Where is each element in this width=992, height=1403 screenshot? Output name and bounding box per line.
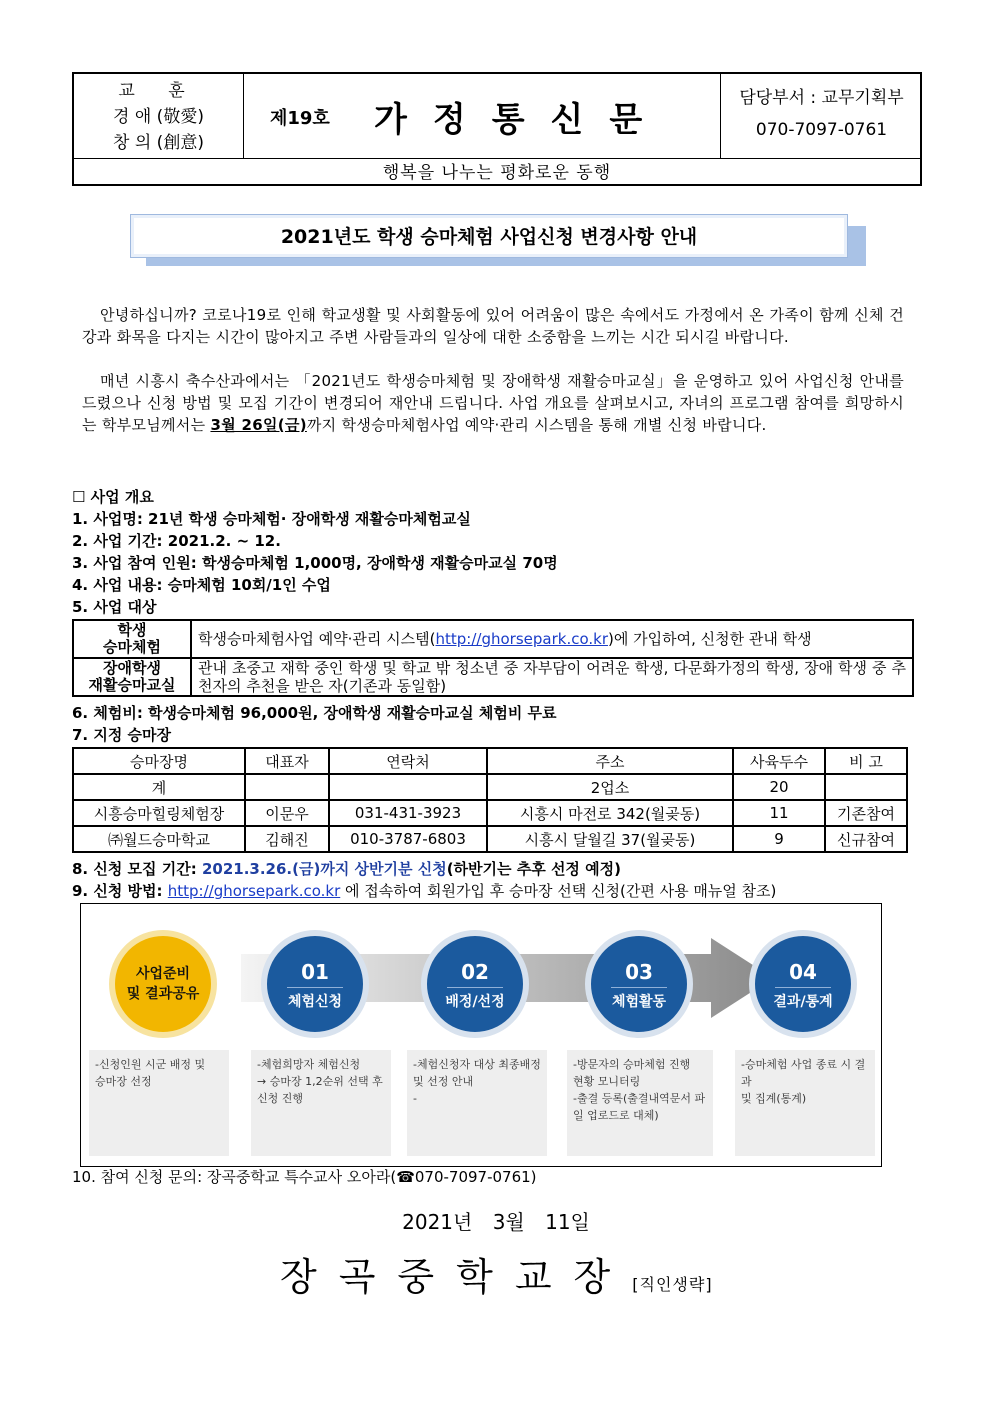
- column-header: 주소: [487, 748, 733, 774]
- issue-number: 제19호: [270, 108, 330, 129]
- overview-item: 5. 사업 대상: [72, 598, 157, 616]
- step-label: 체험신청: [287, 994, 343, 1010]
- table-cell: 기존참여: [825, 800, 907, 826]
- table-cell: 2업소: [487, 774, 733, 800]
- signer-name: 장곡중학교장: [280, 1255, 633, 1299]
- table-cell: [245, 774, 329, 800]
- table-cell: 20: [733, 774, 825, 800]
- contact-info: 10. 참여 신청 문의: 장곡중학교 특수교사 오아라(☎070-7097-0761): [72, 1168, 537, 1186]
- step-divider: [611, 987, 667, 988]
- table-cell: ㈜월드승마학교: [73, 826, 245, 852]
- column-header: 승마장명: [73, 748, 245, 774]
- table-cell: 관내 초중고 재학 중인 학생 및 학교 밖 청소년 중 자부담이 어려운 학생, 다문화가정의 학생, 장애 학생 중 추천자의 추천을 받은 자(기존과 동일함): [191, 658, 913, 696]
- table-cell: 010-3787-6803: [329, 826, 487, 852]
- table-cell: 시흥승마힐링체험장: [73, 800, 245, 826]
- table-cell: [825, 774, 907, 800]
- notice-title-banner: 2021년도 학생 승마체험 사업신청 변경사항 안내: [130, 214, 848, 258]
- step-number: 04: [789, 960, 817, 984]
- step-description: -체험신청자 대상 최종배정 및 선정 안내 -: [407, 1050, 547, 1156]
- overview-item: [72, 880, 776, 901]
- department-name: 담당부서 : 교무기획부: [739, 88, 904, 108]
- overview-item: 4. 사업 내용: 승마체험 10회/1인 수업: [72, 576, 331, 594]
- table-row: [73, 658, 913, 696]
- table-row: [73, 620, 913, 658]
- start-label-line: 사업준비: [135, 966, 191, 982]
- slogan: 행복을 나누는 평화로운 동행: [74, 158, 920, 186]
- start-label: [115, 964, 211, 1004]
- overview-item: 1. 사업명: 21년 학생 승마체험· 장애학생 재활승마체험교실: [72, 510, 471, 528]
- step-number: 02: [461, 960, 489, 984]
- website-link[interactable]: http://ghorsepark.co.kr: [167, 882, 341, 900]
- cell-text: )에 가입하여, 신청한 관내 학생: [608, 630, 812, 648]
- step-description: -신청인원 시군 배정 및 승마장 선정: [89, 1050, 229, 1156]
- step-circle-04: [749, 930, 857, 1038]
- cell-text: 장애학생 재활승마교실: [88, 659, 176, 694]
- newsletter-header: [72, 72, 922, 186]
- motto-line: 경 애 (敬愛): [113, 107, 204, 127]
- table-cell: 계: [73, 774, 245, 800]
- table-header-cell: [73, 620, 191, 658]
- start-label-line: 및 결과공유: [126, 986, 200, 1002]
- column-header: 사육두수: [733, 748, 825, 774]
- website-link[interactable]: http://ghorsepark.co.kr: [435, 630, 609, 648]
- application-period: 2021.3.26.(금)까지 상반기분 신청: [201, 860, 447, 878]
- table-cell: 9: [733, 826, 825, 852]
- overview-item: 2. 사업 기간: 2021.2. ~ 12.: [72, 532, 281, 550]
- intro-paragraph-1: 안녕하십니까? 코로나19로 인해 학교생활 및 사회활동에 있어 어려움이 많은 속에서도 가정에서 온 가족이 함께 신체 건강과 화목을 다지는 시간이 많아지고 주변 사람들과의 일상에 대한 소중함을 느끼는 시간 되시길 바랍니다.: [82, 306, 904, 346]
- step-description: -승마체험 사업 종료 시 결과 및 집계(통계): [735, 1050, 875, 1156]
- cell-text: 학생승마체험사업 예약·관리 시스템(: [198, 630, 436, 648]
- table-cell: 시흥시 달월길 37(월곶동): [487, 826, 733, 852]
- step-label: 체험활동: [611, 994, 667, 1010]
- page-title: 가정통신문: [374, 100, 669, 140]
- item-text: 에 접속하여 회원가입 후 승마장 선택 신청(간편 사용 매뉴얼 참조): [340, 882, 777, 900]
- item-text: 9. 신청 방법:: [72, 882, 168, 900]
- issue-date: 2021년 3월 11일: [402, 1210, 590, 1234]
- column-header: 연락처: [329, 748, 487, 774]
- target-table: [72, 619, 914, 697]
- table-cell: [191, 620, 913, 658]
- step-number: 01: [301, 960, 329, 984]
- process-diagram: [80, 903, 882, 1167]
- overview-heading: ☐ 사업 개요: [72, 488, 154, 506]
- intro-text: 까지 학생승마체험사업 예약·관리 시스템을 통해 개별 신청 바랍니다.: [306, 416, 767, 434]
- table-cell: 031-431-3923: [329, 800, 487, 826]
- motto-line: 창 의 (創意): [113, 133, 204, 153]
- table-cell: 신규참여: [825, 826, 907, 852]
- column-header: 비 고: [825, 748, 907, 774]
- table-header-cell: [73, 658, 191, 696]
- deadline-date: 3월 26일(금): [210, 416, 307, 434]
- overview-item: [72, 858, 621, 879]
- step-divider: [775, 987, 831, 988]
- table-row: [73, 774, 907, 800]
- overview-item: 3. 사업 참여 인원: 학생승마체험 1,000명, 장애학생 재활승마교실 70명: [72, 554, 558, 572]
- item-text: 8. 신청 모집 기간:: [72, 860, 202, 878]
- table-cell: 11: [733, 800, 825, 826]
- step-description: -방문자의 승마체험 진행 현황 모니터링 -출결 등록(출결내역문서 파 일 업로드로 대체): [567, 1050, 713, 1156]
- intro-text: 매년 시흥시 축수산과에서는 「2021년도 학생승마체험 및 장애학생 재활승마교실」을 운영하고 있어 사업신청 안내를 드렸으나 신청 방법 및 모집 기간이 변경되어 재안내 드립니다. 사업 개요를 살펴보시고, 자녀의 프로그램 참여를 희망하시는 학부모님께서는: [82, 372, 904, 434]
- step-number: 03: [625, 960, 653, 984]
- overview-item: 7. 지정 승마장: [72, 726, 172, 744]
- signature-line: [280, 1246, 713, 1301]
- table-row: [73, 800, 907, 826]
- venue-table: [72, 747, 908, 853]
- item-text: (하반기는 추후 선정 예정): [446, 860, 621, 878]
- step-circle-03: [585, 930, 693, 1038]
- step-label: 배정/선정: [445, 994, 505, 1010]
- step-description: -체험희망자 체험신청 → 승마장 1,2순위 선택 후 신청 진행: [251, 1050, 391, 1156]
- department-phone: 070-7097-0761: [755, 120, 888, 140]
- table-row: [73, 826, 907, 852]
- column-header: 대표자: [245, 748, 329, 774]
- table-cell: [329, 774, 487, 800]
- seal-note: [직인생략]: [632, 1275, 713, 1294]
- table-cell: 이문우: [245, 800, 329, 826]
- cell-text: 학생 승마체험: [103, 621, 161, 656]
- start-circle: [109, 930, 217, 1038]
- step-divider: [287, 987, 343, 988]
- intro-paragraph-2: [82, 370, 904, 436]
- motto-line: 교 훈: [118, 81, 199, 101]
- department-info: [720, 74, 922, 158]
- school-motto: [74, 74, 244, 158]
- table-cell: 시흥시 마전로 342(월곶동): [487, 800, 733, 826]
- table-cell: 김해진: [245, 826, 329, 852]
- table-header-row: [73, 748, 907, 774]
- step-divider: [447, 987, 503, 988]
- step-label: 결과/통계: [773, 994, 833, 1010]
- step-circle-02: [421, 930, 529, 1038]
- overview-item: 6. 체험비: 학생승마체험 96,000원, 장애학생 재활승마교실 체험비 무료: [72, 704, 557, 722]
- step-circle-01: [261, 930, 369, 1038]
